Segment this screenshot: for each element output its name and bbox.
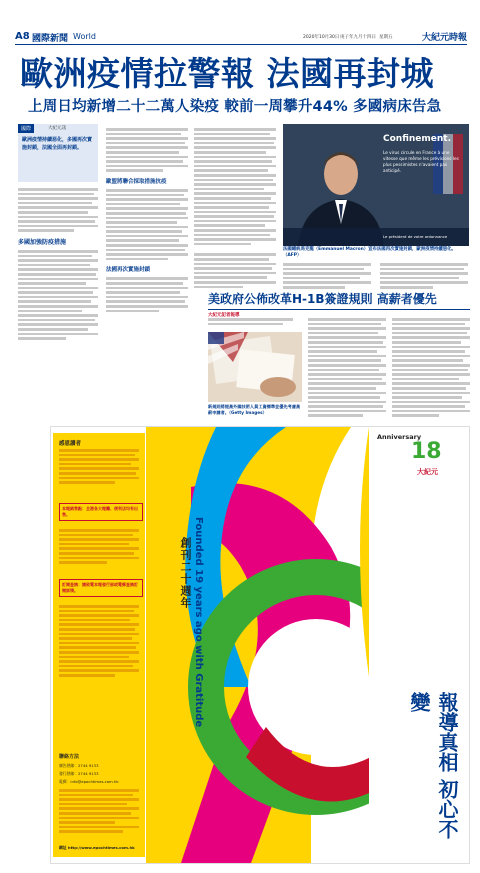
ad-contact-body — [59, 789, 139, 835]
ad-box-2: 訂閱查詢：請致電本報發行部或電郵查詢訂閱詳情。 — [59, 579, 143, 597]
ad-anniversary-label: Anniversary — [377, 433, 422, 441]
paper-logo: 大紀元時報 — [421, 33, 467, 43]
third-column-text — [194, 128, 276, 290]
byline-tag: 國際 — [18, 124, 34, 133]
middle-column-text — [106, 128, 188, 314]
photo-caption: 法國總統馬克龍（Emmanuel Macron）宣布法國再次實施封鎖，歐洲疫情持續惡化。（AFP） — [283, 247, 456, 258]
ad-intro-text — [59, 449, 139, 486]
weekday: 星期五 — [379, 35, 393, 40]
section-heading-1: 多國加強防疫措施 — [18, 238, 67, 246]
sub-headline: 上周日均新增二十二萬人染疫 較前一周攀升44% 多國病床告急 — [28, 99, 442, 115]
ad-website: 網址 http://www.epochtimes.com.hk — [59, 845, 135, 850]
section-title: 國際新聞 — [32, 34, 69, 44]
section-heading-2: 歐盟將聯合採取措施抗疫 — [106, 178, 167, 185]
ad-box-2-body — [59, 605, 139, 679]
ad-info-panel — [53, 433, 145, 857]
us-article-headline: 美政府公佈改革H-1B簽證規則 高薪者優先 — [208, 290, 470, 310]
ad-vertical-cn: 創刊二十週年 — [179, 537, 192, 609]
issue-date: 2020年10月30日 — [303, 35, 340, 40]
tv-banner: Confinement. — [383, 134, 451, 144]
us-article-byline: 大紀元記者報導 — [208, 313, 240, 318]
us-article-photo — [208, 332, 302, 402]
ad-box-1-body — [59, 529, 139, 566]
visa-form-image — [208, 332, 302, 402]
us-col-2 — [308, 318, 386, 419]
section-heading-3: 法國再次實施封鎖 — [106, 267, 151, 274]
us-col-3 — [392, 318, 470, 419]
ad-slogan: 報導真相 初心不變 — [407, 692, 459, 839]
lunar-date: 庚子年九月十四日 — [340, 35, 376, 40]
section-title-en: World — [73, 32, 96, 41]
ad-contact-line-2: 發行熱線：2744 9133 — [59, 771, 99, 776]
fourth-column-text — [283, 263, 371, 291]
news-photo — [283, 124, 469, 246]
fifth-column-text — [380, 263, 468, 291]
tv-footer: Le président de votre ordonnance — [383, 234, 448, 239]
main-headline: 歐洲疫情拉警報 法國再封城 — [20, 54, 434, 93]
ad-vertical-en: Founded 19 years ago with Gratitude — [193, 517, 204, 728]
page-number: A8 — [15, 31, 30, 42]
byline-box — [18, 124, 98, 182]
ad-contact-line-1: 廣告熱線：2744 9133 — [59, 763, 99, 768]
us-photo-caption: 新規則將提高外國技術人員工資標準並優先考慮高薪申請者。（Getty Images） — [208, 404, 301, 415]
byline-source: 大紀元訊 — [48, 126, 66, 131]
tv-screen-text: Le virus circule en France à une vitesse que même les prévisions les plus pessimistes n'avaient pas anticipé. — [383, 150, 459, 173]
ad-brand-logo: 大紀元 — [417, 467, 438, 476]
anniversary-ad — [50, 426, 470, 864]
left-column-text — [18, 188, 98, 342]
masthead — [15, 30, 467, 45]
ad-contact-line-3: 電郵：info@epochtimes.com.hk — [59, 779, 119, 784]
ad-box-1: 本報銷售點：全港各大報攤、便利店均有出售。 — [59, 503, 143, 521]
us-col-1 — [208, 318, 302, 327]
ad-contact-title: 聯絡方法 — [59, 754, 80, 760]
ad-anniversary-number: 18 — [411, 439, 442, 464]
byline-summary: 歐洲疫情持續惡化，多國再次實施封鎖，法國全面再封鎖。 — [22, 137, 93, 151]
ad-intro-title: 感恩讀者 — [59, 441, 82, 447]
